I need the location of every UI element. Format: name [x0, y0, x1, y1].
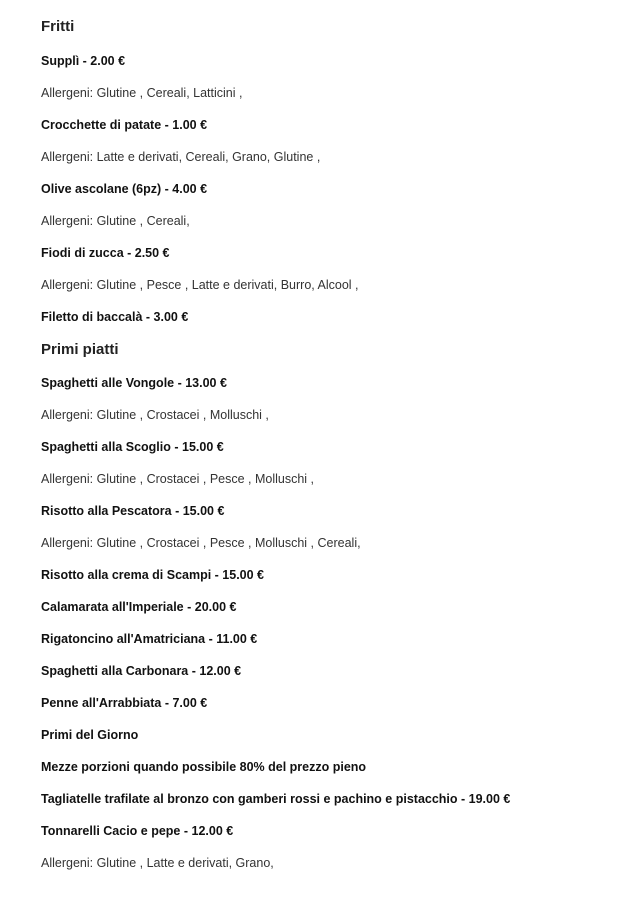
allergen-info-suppli: Allergeni: Glutine , Cereali, Latticini , [41, 86, 243, 100]
menu-item-spaghetti-scoglio: Spaghetti alla Scoglio - 15.00 € [41, 440, 224, 454]
menu-item-risotto-pescatora: Risotto alla Pescatora - 15.00 € [41, 504, 225, 518]
menu-item-crocchette: Crocchette di patate - 1.00 € [41, 118, 208, 132]
allergen-info-spaghetti-scoglio: Allergeni: Glutine , Crostacei , Pesce , Molluschi , [41, 472, 315, 486]
menu-note-mezze-porzioni: Mezze porzioni quando possibile 80% del prezzo pieno [41, 760, 367, 774]
allergen-info-olive-ascolane: Allergeni: Glutine , Cereali, [41, 214, 190, 228]
menu-item-suppli: Supplì - 2.00 € [41, 54, 126, 68]
menu-item-rigatoncino-amatriciana: Rigatoncino all'Amatriciana - 11.00 € [41, 632, 258, 646]
menu-item-primi-del-giorno: Primi del Giorno [41, 728, 139, 742]
menu-item-tonnarelli-cacio-pepe: Tonnarelli Cacio e pepe - 12.00 € [41, 824, 234, 838]
allergen-info-risotto-pescatora: Allergeni: Glutine , Crostacei , Pesce , Molluschi , Cereali, [41, 536, 361, 550]
allergen-info-tonnarelli-cacio-pepe: Allergeni: Glutine , Latte e derivati, Grano, [41, 856, 274, 870]
menu-item-fiodi-di-zucca: Fiodi di zucca - 2.50 € [41, 246, 170, 260]
menu-item-spaghetti-vongole: Spaghetti alle Vongole - 13.00 € [41, 376, 227, 390]
menu-item-penne-arrabbiata: Penne all'Arrabbiata - 7.00 € [41, 696, 208, 710]
menu-item-tagliatelle-gamberi: Tagliatelle trafilate al bronzo con gamberi rossi e pachino e pistacchio - 19.00 € [41, 792, 511, 806]
allergen-info-crocchette: Allergeni: Latte e derivati, Cereali, Grano, Glutine , [41, 150, 321, 164]
menu-item-risotto-scampi: Risotto alla crema di Scampi - 15.00 € [41, 568, 265, 582]
menu-item-filetto-di-baccala: Filetto di baccalà - 3.00 € [41, 310, 189, 324]
allergen-info-fiodi-di-zucca: Allergeni: Glutine , Pesce , Latte e derivati, Burro, Alcool , [41, 278, 359, 292]
section-heading-primi-piatti: Primi piatti [41, 341, 119, 358]
section-heading-fritti: Fritti [41, 18, 75, 35]
menu-item-calamarata-imperiale: Calamarata all'Imperiale - 20.00 € [41, 600, 237, 614]
allergen-info-spaghetti-vongole: Allergeni: Glutine , Crostacei , Molluschi , [41, 408, 269, 422]
menu-item-spaghetti-carbonara: Spaghetti alla Carbonara - 12.00 € [41, 664, 242, 678]
menu-item-olive-ascolane: Olive ascolane (6pz) - 4.00 € [41, 182, 208, 196]
